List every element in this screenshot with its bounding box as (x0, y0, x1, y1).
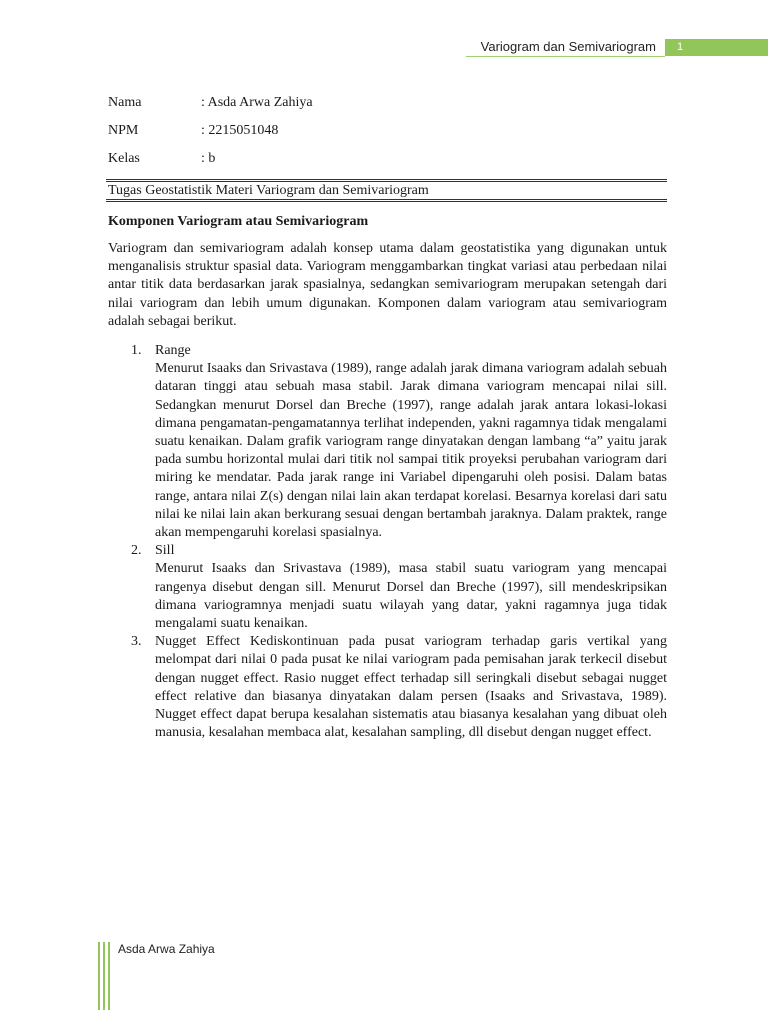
list-item-text: Menurut Isaaks dan Srivastava (1989), range adalah jarak dimana variogram adalah sebuah dataran tinggi atau sebuah masa stabil. Jarak dimana variogram mencapai nilai sill. Sedangkan menurut Dorsel dan Breche (1997), range adalah jarak antara lokasi-lokasi dimana pengamatan-pengamatannya terlihat independen, yakni ragamnya tidak mengalami suatu kenaikan. Dalam grafik variogram range dinyatakan dengan lambang “a” yaitu jarak pada sumbu horizontal mulai dari titik nol sampai titik proyeksi perubahan variogram dari miring ke mendatar. Pada jarak range ini Variabel dipengaruhi oleh posisi. Dalam batas range, antara nilai Z(s) dengan nilai lain akan terdapat korelasi. Besarnya korelasi dari satu nilai ke nilai lain akan berkurang sesuai dengan bertambah jaraknya. Dalam praktek, range akan mempengaruhi korelasi spasialnya. (155, 361, 667, 541)
list-item-title: Sill (155, 543, 175, 559)
component-list (108, 342, 667, 742)
kelas-label: Kelas (108, 151, 140, 166)
section-heading: Komponen Variogram atau Semivariogram (108, 214, 369, 229)
intro-paragraph: Variogram dan semivariogram adalah konsep utama dalam geostatistika yang digunakan untuk menganalisis struktur spasial data. Variogram menggambarkan tingkat variasi atau perbedaan nilai antar titik data berdasarkan jarak spasialnya, sedangkan semivariogram merupakan setengah dari nilai variogram dan lebih umum digunakan. Komponen dalam variogram atau semivariogram adalah sebagai berikut. (108, 241, 667, 329)
title-rule-top (106, 179, 667, 180)
nama-label: Nama (108, 95, 142, 110)
list-item (108, 633, 667, 742)
page-number: 1 (677, 41, 684, 53)
kelas-value: : b (201, 151, 216, 166)
header-title: Variogram dan Semivariogram (480, 39, 656, 54)
list-item (108, 542, 667, 633)
list-item-number: 1. (131, 343, 142, 358)
list-item (108, 342, 667, 542)
title-rule-bottom (106, 201, 667, 202)
nama-value: : Asda Arwa Zahiya (201, 95, 313, 110)
list-item-number: 2. (131, 543, 142, 559)
npm-label: NPM (108, 123, 139, 138)
footer-decoration (98, 942, 110, 1010)
list-item-text: Nugget Effect Kediskontinuan pada pusat variogram terhadap garis vertikal yang melompat dari nilai 0 pada pusat ke nilai variogram pada pemisahan jarak terkecil disebut dengan nugget effect. Rasio nugget effect terhadap sill seringkali disebut sebagai nugget effect relative dan biasanya dinyatakan dalam persen (Isaaks and Srivastava, 1989). Nugget effect dapat berupa kesalahan sistematis atau biasanya kesalahan yang dibuat oleh manusia, kesalahan membaca alat, kesalahan sampling, dll disebut dengan nugget effect. (155, 634, 667, 741)
header-underline (466, 56, 665, 57)
task-title: Tugas Geostatistik Materi Variogram dan Semivariogram (108, 183, 429, 198)
list-item-number: 3. (131, 634, 142, 650)
title-rule-bottom-inner (106, 199, 667, 200)
list-item-title: Range (155, 343, 191, 358)
npm-value: : 2215051048 (201, 123, 279, 138)
list-item-text: Menurut Isaaks dan Srivastava (1989), masa stabil suatu variogram yang mencapai rangenya disebut dengan sill. Menurut Dorsel dan Breche (1997), sill mendeskripsikan dimana variogramnya menjadi suatu wilayah yang datar, yakni ragamnya juga tidak mengalami suatu kenaikan. (155, 561, 667, 632)
footer-author: Asda Arwa Zahiya (118, 942, 215, 956)
page-number-box (665, 39, 768, 56)
